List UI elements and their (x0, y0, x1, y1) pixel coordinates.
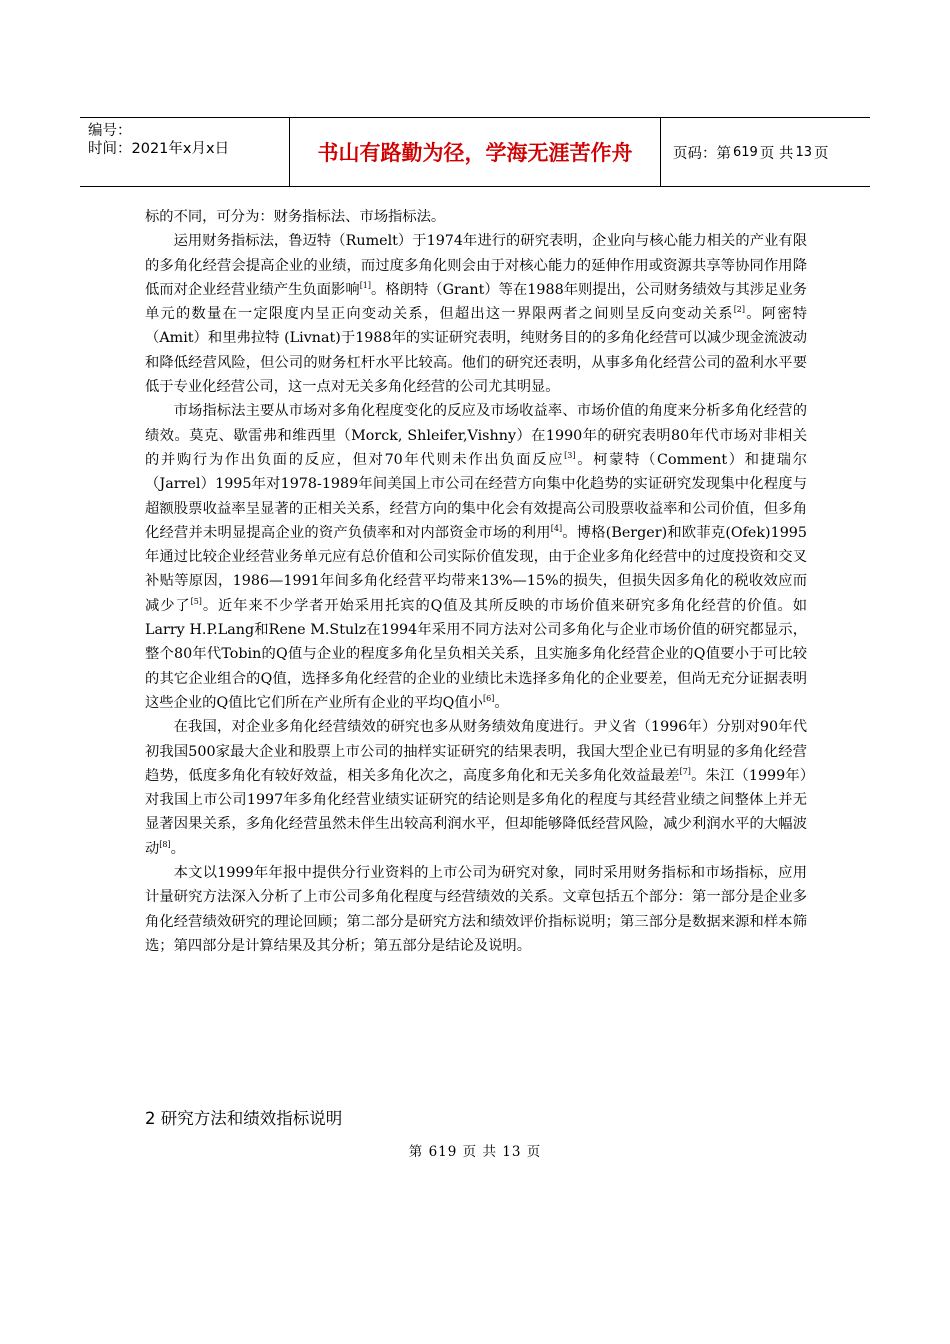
citation-ref: [3] (564, 450, 576, 460)
paragraph-text: 在我国，对企业多角化经营绩效的研究也多从财务绩效角度进行。尹义省（1996年）分别对90年代初我国500家最大企业和股票上市公司的抽样实证研究的结果表明，我国大型企业已有明显的多角化经营趋势，低度多角化有较好效益，相关多角化次之，高度多角化和无关多角化效益最差 (145, 719, 807, 784)
citation-ref: [6] (482, 693, 495, 703)
body-paragraph (145, 229, 807, 399)
page-suffix: 页 (813, 145, 829, 162)
header-info (80, 118, 290, 186)
paragraph-text: 。 (170, 840, 185, 857)
citation-ref: [1] (359, 280, 372, 290)
paragraph-text: 。博格(Berger)和欧菲克(Ofek)1995年通过比较企业经营业务单元应有总价值和公司实际价值发现，由于企业多角化经营中的过度投资和交叉补贴等原因，1986—1991年间多角化经营平均带来13%—15%的损失，但损失因多角化的税收效应而减少了 (145, 524, 807, 614)
code-label: 编号： (88, 123, 132, 139)
paragraph-text: 。柯蒙特（Comment）和捷瑞尔（Jarrel）1995年对1978-1989年间美国上市公司在经营方向集中化趋势的实证研究发现集中化程度与超额股票收益率呈显著的正相关关系，经营方向的集中化会有效提高公司股票收益率和公司价值，但多角化经营并未明显提高企业的资产负债率和对内部资金市场的利用 (145, 451, 807, 541)
citation-ref: [2] (733, 305, 746, 315)
page-mid: 页 共 (759, 145, 794, 162)
paragraph-text: 。格朗特（Grant）等在1988年则提出，公司财务绩效与其涉足业务单元的数量在一定限度内呈正向变动关系，但超出这一界限两者之间则呈反向变动关系 (145, 281, 807, 323)
paragraph-text: 。阿密特（Amit）和里弗拉特 (Livnat)于1988年的实证研究表明，纯财务目的的多角化经营可以减少现金流波动和降低经营风险，但公司的财务杠杆水平比较高。他们的研究还表明，从事多角化经营公司的盈利水平要低于专业化经营公司，这一点对无关多角化经营的公司尤其明显。 (145, 306, 807, 396)
paragraph-text: 本文以1999年年报中提供分行业资料的上市公司为研究对象，同时采用财务指标和市场指标，应用计量研究方法深入分析了上市公司多角化程度与经营绩效的关系。文章包括五个部分：第一部分是企业多角化经营绩效研究的理论回顾；第二部分是研究方法和绩效评价指标说明；第三部分是数据来源和样本筛选；第四部分是计算结果及其分析；第五部分是结论及说明。 (145, 865, 807, 954)
body-paragraph (145, 861, 807, 958)
paragraph-text: 。近年来不少学者开始采用托宾的Q值及其所反映的市场价值来研究多角化经营的价值。如Larry H.P.Lang和Rene M.Stulz在1994年采用不同方法对公司多角化与企业市场价值的研究都显示，整个80年代Tobin的Q值与企业的程度多角化呈负相关关系，且实施多角化经营企业的Q值要小于可比较的其它企业组合的Q值，选择多角化经营的企业的业绩比未选择多角化的企业要差，但尚无充分证据表明这些企业的Q值比它们所在产业所有企业的平均Q值小 (145, 597, 808, 711)
section-heading: 2 研究方法和绩效指标说明 (145, 1109, 343, 1128)
time-label: 时间：2021年x月x日 (88, 141, 230, 157)
paragraph-text: 。朱江（1999年）对我国上市公司1997年多角化经营业绩实证研究的结论则是多角化的程度与其经营业绩之间整体上并无显著因果关系，多角化经营虽然未伴生出较高利润水平，但却能够降低经营风险，减少利润水平的大幅波动 (145, 767, 807, 857)
page-number: 619 (733, 144, 758, 160)
body-paragraph (145, 399, 807, 715)
page-total: 13 (795, 144, 812, 160)
page-footer: 第 619 页 共 13 页 (408, 1144, 542, 1160)
page-prefix: 页码：第 (673, 145, 731, 162)
citation-ref: [7] (679, 766, 691, 776)
citation-ref: [5] (190, 596, 202, 606)
paragraph-text: 。 (494, 694, 509, 711)
body-paragraph (145, 715, 807, 861)
header-motto: 书山有路勤为径，学海无涯苦作舟 (290, 118, 661, 186)
citation-ref: [8] (159, 839, 171, 849)
body-paragraph (145, 205, 807, 229)
document-body (145, 205, 807, 958)
paragraph-text: 运用财务指标法，鲁迈特（Rumelt）于1974年进行的研究表明，企业向与核心能力相关的产业有限的多角化经营会提高企业的业绩，而过度多角化则会由于对核心能力的延伸作用或资源共享等协同作用降低而对企业经营业绩产生负面影响 (145, 233, 807, 298)
citation-ref: [4] (550, 523, 563, 533)
page-header (80, 117, 870, 187)
paragraph-text: 市场指标法主要从市场对多角化程度变化的反应及市场收益率、市场价值的角度来分析多角化经营的绩效。莫克、歇雷弗和维西里（Morck, Shleifer,Vishny）在1990年的研究表明80年代市场对非相关的并购行为作出负面的反应，但对70年代则未作出负面反应 (145, 403, 807, 468)
paragraph-text: 标的不同，可分为：财务指标法、市场指标法。 (145, 209, 446, 225)
header-page-info (661, 118, 870, 186)
